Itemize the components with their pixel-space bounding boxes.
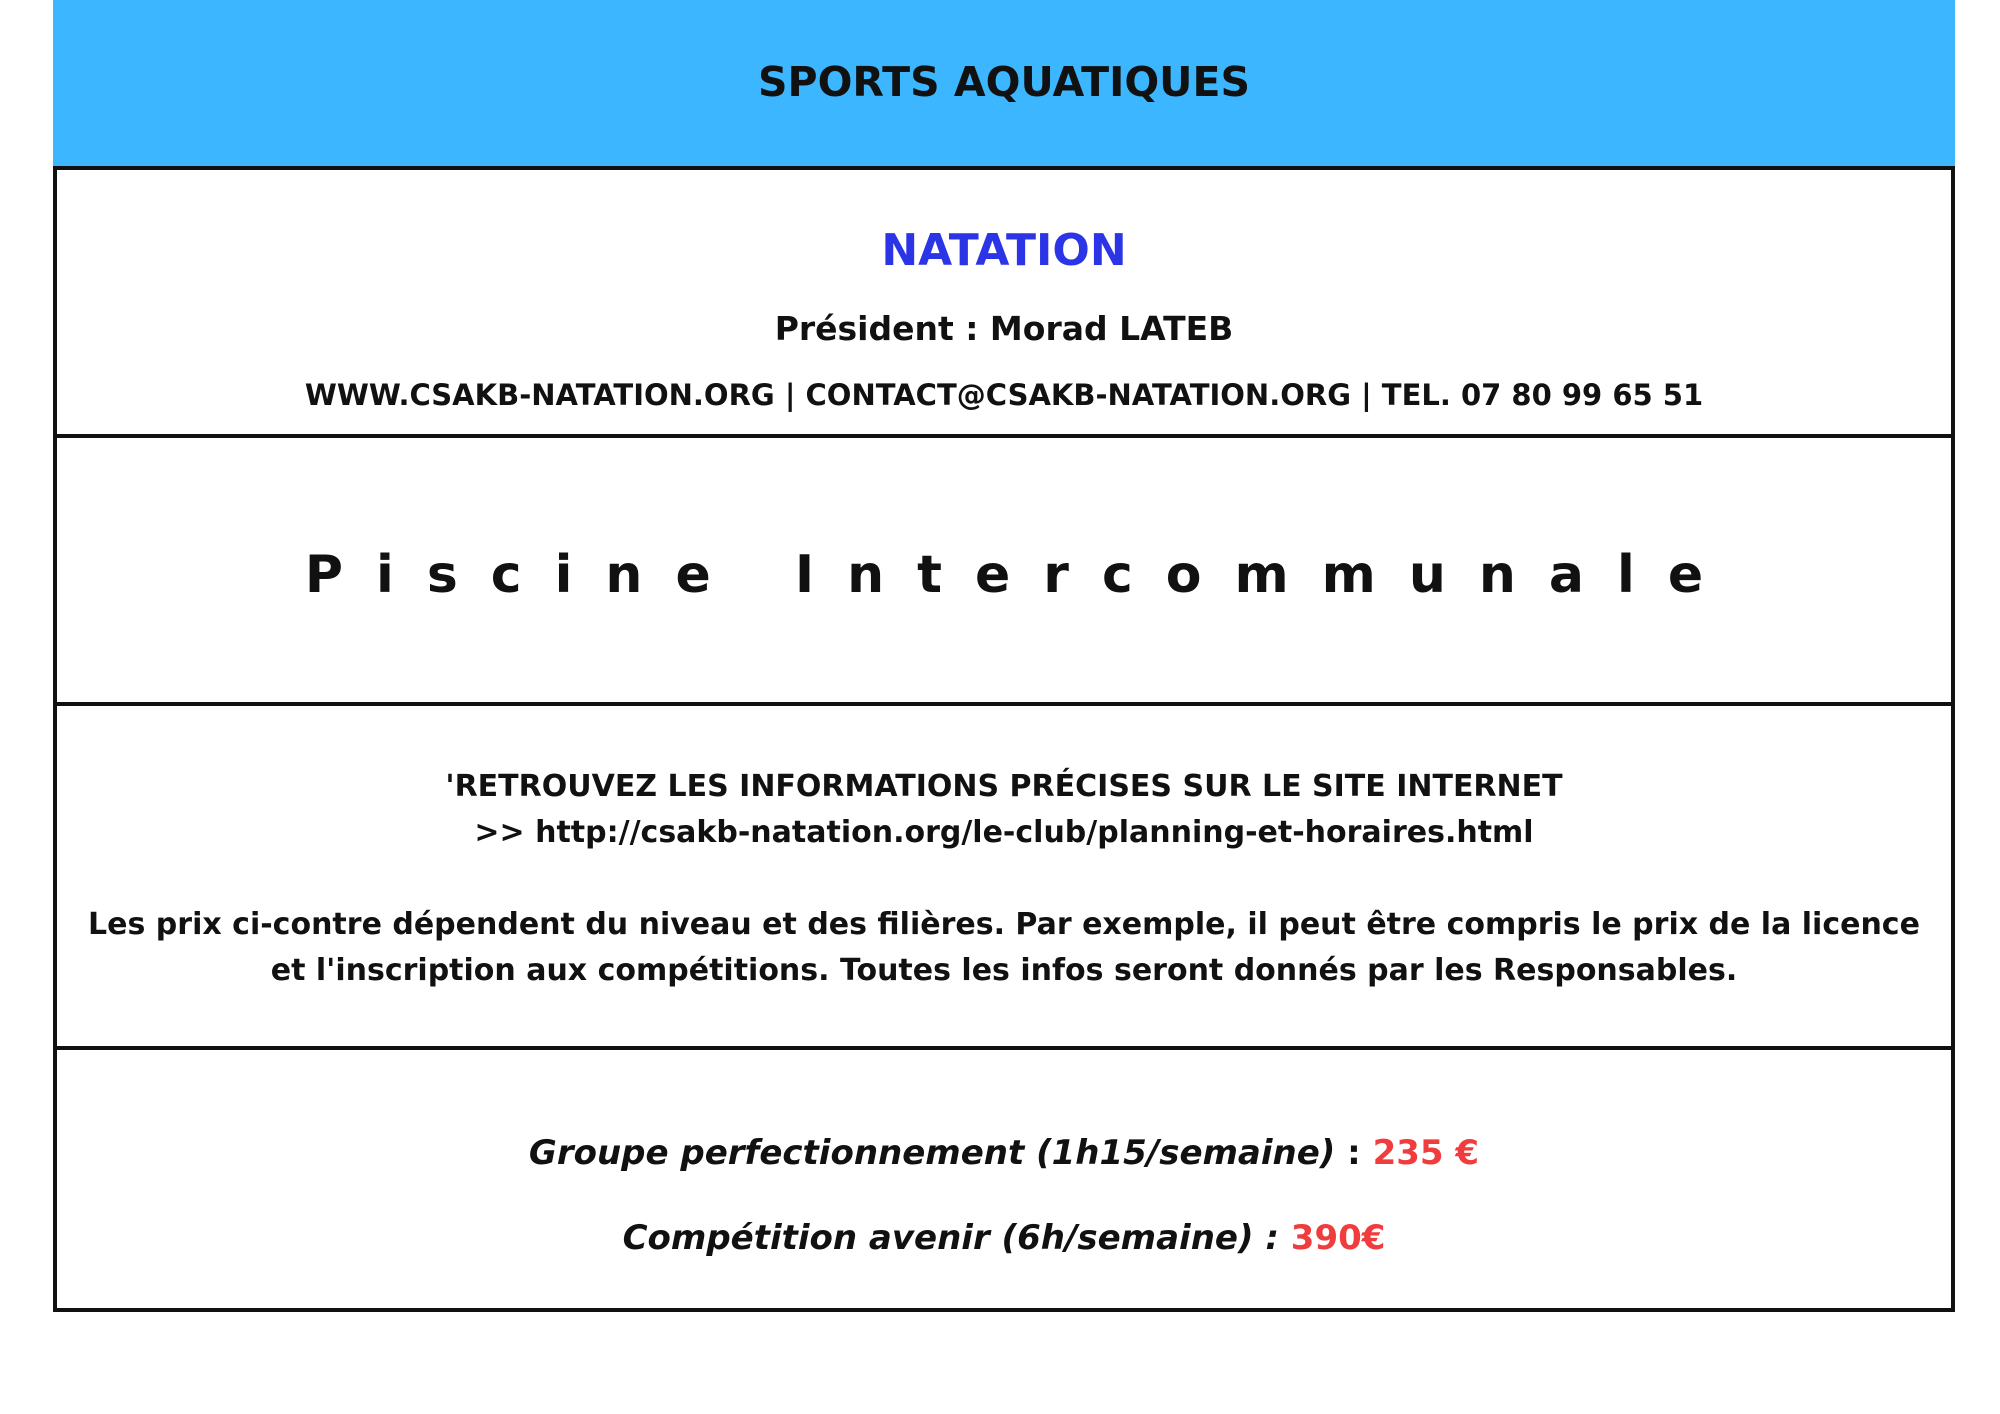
- price-value: 390€: [1290, 1218, 1386, 1258]
- info-paragraph: Les prix ci-contre dépendent du niveau et des filières. Par exemple, il peut être compris le prix de la licence et l'inscription aux compétitions. Toutes les infos seront donnés par les Responsables.: [88, 907, 1920, 988]
- price-line: [57, 1218, 1951, 1258]
- info-block: [81, 764, 1927, 994]
- venue-section: [57, 438, 1951, 706]
- contact-line: WWW.CSAKB-NATATION.ORG | CONTACT@CSAKB-NATATION.ORG | TEL. 07 80 99 65 51: [304, 378, 1704, 412]
- price-line: [57, 1133, 1951, 1173]
- info-link-line: >> http://csakb-natation.org/le-club/planning-et-horaires.html: [474, 815, 1534, 850]
- header-title: SPORTS AQUATIQUES: [758, 58, 1250, 106]
- president-line: Président : Morad LATEB: [774, 309, 1234, 348]
- info-section: [57, 706, 1951, 1050]
- activity-section: [57, 170, 1951, 438]
- price-label: Compétition avenir (6h/semaine) :: [622, 1218, 1291, 1258]
- price-label: Groupe perfectionnement (1h15/semaine): [528, 1133, 1336, 1173]
- info-spacer: [81, 856, 1927, 902]
- venue-name: Piscine Intercommunale: [304, 545, 1737, 605]
- price-value: 235 €: [1372, 1133, 1480, 1173]
- pricing-section: [57, 1050, 1951, 1308]
- header-banner: [53, 0, 1955, 167]
- info-line-1: 'RETROUVEZ LES INFORMATIONS PRÉCISES SUR LE SITE INTERNET: [445, 769, 1563, 804]
- price-separator: :: [1335, 1133, 1373, 1173]
- activity-title: NATATION: [881, 225, 1127, 276]
- info-sheet: [53, 166, 1955, 1312]
